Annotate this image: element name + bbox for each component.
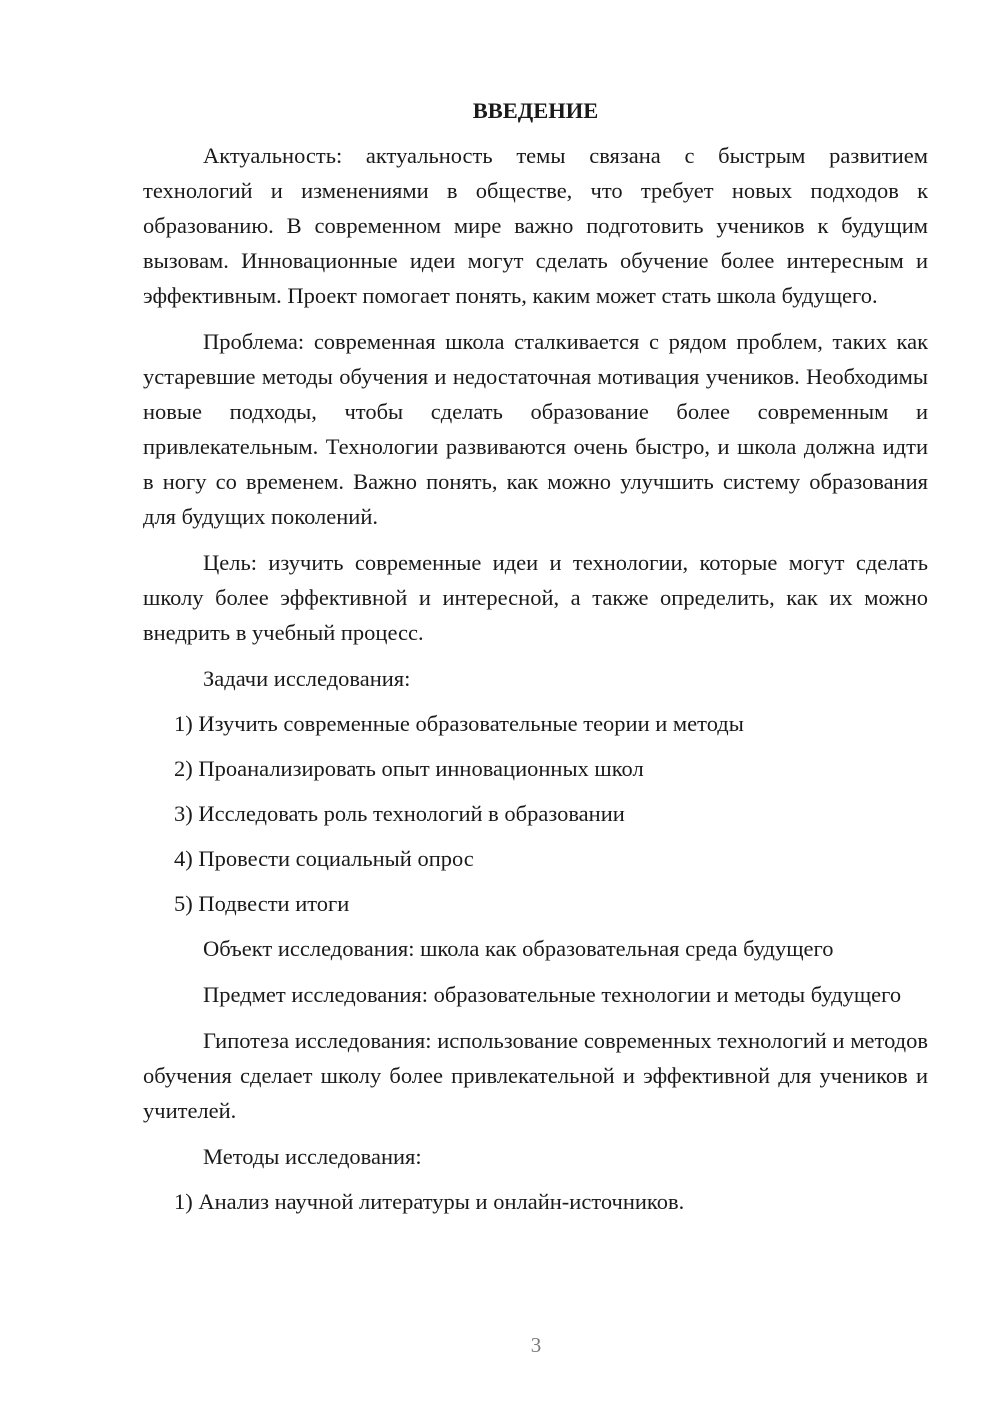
relevance-paragraph: Актуальность: актуальность темы связана с быстрым развитием технологий и изменениями в обществе, что требует новых подходов к образованию. В современном мире важно подготовить учеников к будущим вызовам. Инновационные идеи могут сделать обучение более интересным и эффективным. Проект помогает понять, каким может стать школа будущего. <box>143 143 928 308</box>
goal-paragraph: Цель: изучить современные идеи и технологии, которые могут сделать школу более эффективной и интересной, а также определить, как их можно внедрить в учебный процесс. <box>143 550 928 645</box>
page-title: ВВЕДЕНИЕ <box>472 98 599 123</box>
tasks-heading: Задачи исследования: <box>203 666 411 691</box>
document-body <box>143 96 928 1229</box>
methods-heading: Методы исследования: <box>203 1144 422 1169</box>
hypothesis-paragraph: Гипотеза исследования: использование современных технологий и методов обучения сделает школу более привлекательной и эффективной для учеников и учителей. <box>143 1028 928 1123</box>
problem-paragraph: Проблема: современная школа сталкивается с рядом проблем, таких как устаревшие методы обучения и недостаточная мотивация учеников. Необходимы новые подходы, чтобы сделать образование более современным и привлекательным. Технологии развиваются очень быстро, и школа должна идти в ногу со временем. Важно понять, как можно улучшить систему образования для будущих поколений. <box>143 329 928 529</box>
page-number: 3 <box>530 1333 542 1357</box>
task-item: 2) Проанализировать опыт инновационных школ <box>174 756 644 781</box>
method-item: 1) Анализ научной литературы и онлайн-источников. <box>174 1189 685 1214</box>
task-item: 3) Исследовать роль технологий в образовании <box>174 801 625 826</box>
subject-paragraph: Предмет исследования: образовательные технологии и методы будущего <box>203 982 902 1007</box>
task-item: 4) Провести социальный опрос <box>174 846 474 871</box>
task-item: 5) Подвести итоги <box>174 891 350 916</box>
task-item: 1) Изучить современные образовательные теории и методы <box>174 711 744 736</box>
object-paragraph: Объект исследования: школа как образовательная среда будущего <box>203 936 834 961</box>
